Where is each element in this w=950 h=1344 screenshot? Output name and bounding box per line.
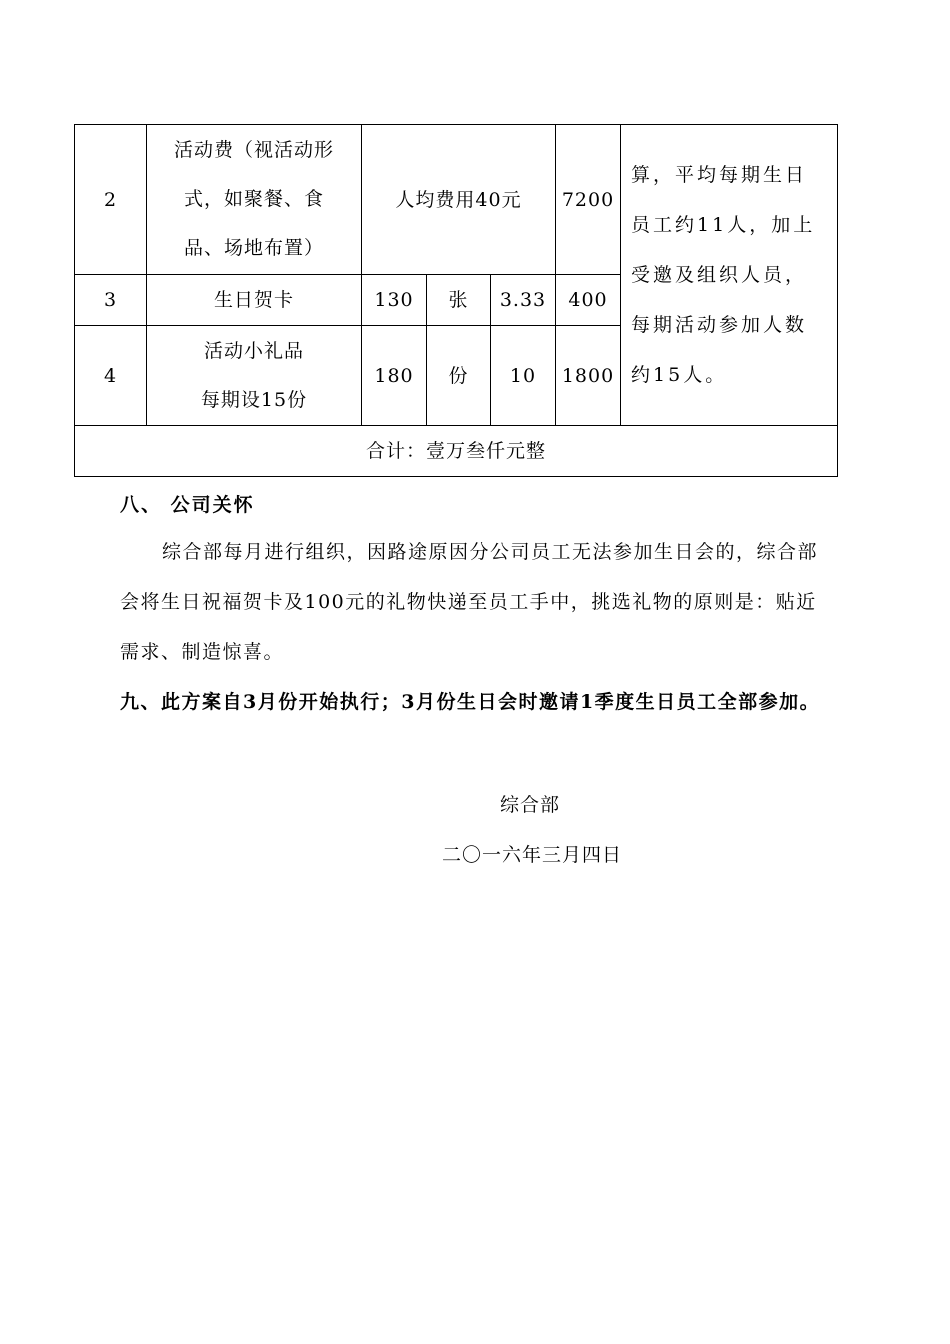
- item-qty: 180: [362, 326, 427, 426]
- item-price: 10: [491, 326, 556, 426]
- item-line: 每期设15份: [200, 388, 308, 411]
- item-name: [147, 125, 362, 275]
- row-number: 3: [75, 275, 147, 326]
- signature-department: 综合部: [500, 794, 561, 816]
- item-amount: 1800: [556, 326, 621, 426]
- section-heading-care: 八、 公司关怀: [120, 494, 255, 516]
- note-line: 每期活动参加人数: [631, 314, 808, 336]
- item-unit: 份: [427, 326, 491, 426]
- item-line: 活动小礼品: [203, 339, 304, 362]
- table-row-total: [75, 426, 838, 477]
- item-spec: 人均费用40元: [362, 125, 556, 275]
- care-paragraph: 综合部每月进行组织，因路途原因分公司员工无法参加生日会的，综合部会将生日祝福贺卡及100元的礼物快递至员工手中，挑选礼物的原则是：贴近需求、制造惊喜。: [120, 541, 819, 663]
- row-number: 2: [75, 125, 147, 275]
- total-cell: 合计：壹万叁仟元整: [75, 426, 838, 477]
- note-line: 受邀及组织人员，: [631, 264, 808, 286]
- note-line: 员工约11人，加上: [631, 214, 816, 236]
- section-nine-text: 九、此方案自3月份开始执行；3月份生日会时邀请1季度生日员工全部参加。: [120, 691, 821, 713]
- note-line: 算，平均每期生日: [631, 164, 808, 186]
- item-price: 3.33: [491, 275, 556, 326]
- item-line: 品、场地布置）: [183, 237, 324, 259]
- item-qty: 130: [362, 275, 427, 326]
- item-line: 活动费（视活动形: [173, 139, 334, 161]
- item-unit: 张: [427, 275, 491, 326]
- item-amount: 7200: [556, 125, 621, 275]
- item-name: [147, 326, 362, 426]
- budget-table: [74, 124, 838, 477]
- item-name: 生日贺卡: [147, 275, 362, 326]
- signature-date: 二〇一六年三月四日: [442, 844, 623, 866]
- item-line: 式，如聚餐、食: [183, 188, 324, 210]
- note-line: 约15人。: [631, 364, 728, 386]
- note-cell: [621, 125, 838, 426]
- table-row: [75, 125, 838, 275]
- row-number: 4: [75, 326, 147, 426]
- item-amount: 400: [556, 275, 621, 326]
